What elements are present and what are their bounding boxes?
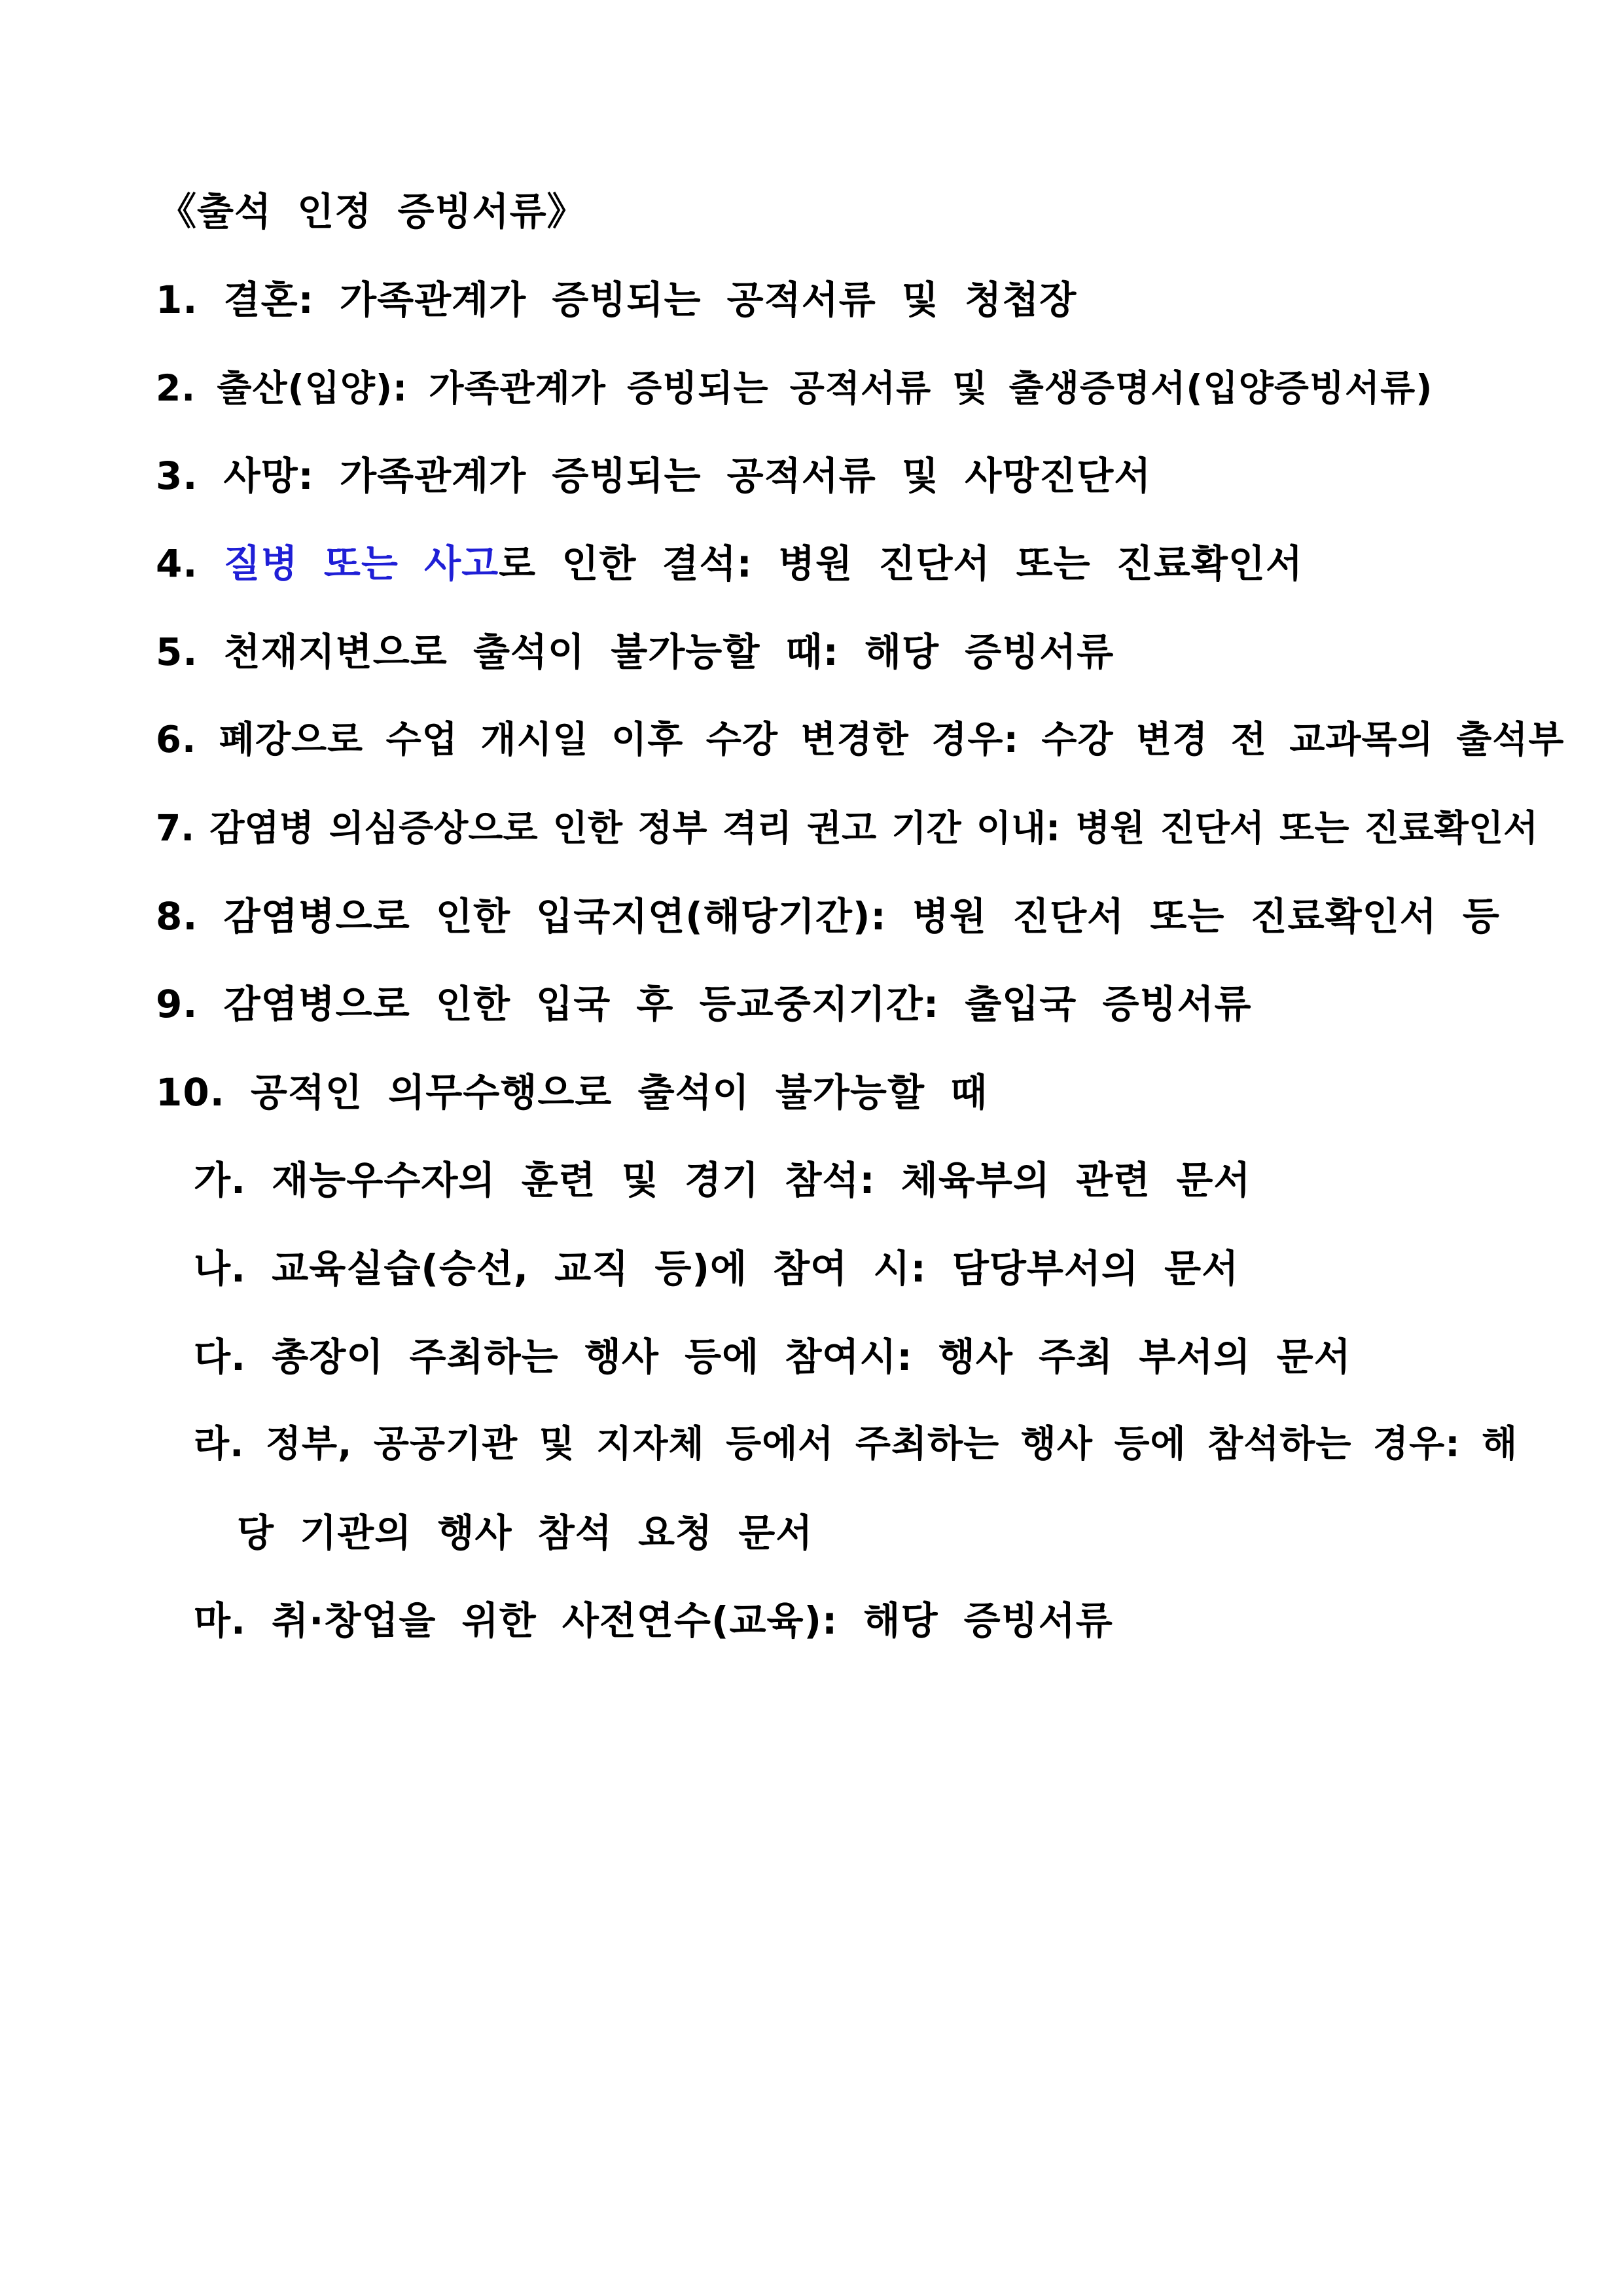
item-number: 3.	[156, 454, 198, 498]
sub-item-number: 나.	[194, 1246, 247, 1291]
list-item-9	[156, 981, 1252, 1027]
sub-item-da	[194, 1334, 1351, 1380]
item-text: 로 인한 결석: 병원 진단서 또는 진료확인서	[499, 541, 1303, 586]
item-number: 4.	[156, 541, 198, 586]
item-text: 출산(입양): 가족관계가 증빙되는 공적서류 및 출생증명서(입양증빙서류)	[217, 367, 1433, 409]
item-number: 7.	[156, 807, 195, 849]
sub-item-number: 다.	[194, 1335, 247, 1379]
item-text: 감염병으로 인한 입국 후 등교중지기간: 출입국 증빙서류	[223, 982, 1252, 1026]
item-number: 9.	[156, 982, 198, 1026]
list-item-1	[156, 277, 1077, 323]
item-text: 감염병 의심증상으로 인한 정부 격리 권고 기간 이내: 병원 진단서 또는 진료확인서	[209, 807, 1539, 849]
sub-item-text: 총장이 주최하는 행사 등에 참여시: 행사 주최 부서의 문서	[272, 1335, 1351, 1379]
list-item-8	[156, 893, 1500, 939]
sub-item-text: 교육실습(승선, 교직 등)에 참여 시: 담당부서의 문서	[272, 1246, 1240, 1291]
item-text: 감염병으로 인한 입국지연(해당기간): 병원 진단서 또는 진료확인서 등	[223, 894, 1500, 939]
item-number: 6.	[156, 719, 197, 761]
sub-item-text: 재능우수자의 훈련 및 경기 참석: 체육부의 관련 문서	[272, 1158, 1251, 1202]
sub-item-na	[194, 1246, 1239, 1291]
item-text: 폐강으로 수업 개시일 이후 수강 변경한 경우: 수강 변경 전 교과목의 출석부	[219, 719, 1565, 761]
sub-item-number: 가.	[194, 1158, 247, 1202]
highlighted-text: 질병 또는 사고	[223, 541, 499, 586]
item-text: 천재지변으로 출석이 불가능할 때: 해당 증빙서류	[223, 630, 1115, 674]
sub-item-number: 마.	[194, 1598, 247, 1643]
sub-item-text: 취·창업을 위한 사전연수(교육): 해당 증빙서류	[272, 1598, 1113, 1643]
sub-item-ra	[194, 1422, 1518, 1467]
item-text: 공적인 의무수행으로 출석이 불가능할 때	[250, 1070, 988, 1115]
sub-item-text: 당 기관의 행사 참석 요청 문서	[237, 1511, 813, 1555]
item-number: 2.	[156, 367, 196, 409]
item-number: 8.	[156, 894, 198, 939]
sub-item-ra-continuation	[237, 1510, 813, 1556]
list-item-5	[156, 629, 1114, 675]
list-item-3	[156, 453, 1151, 499]
item-number: 10.	[156, 1070, 225, 1115]
list-item-7	[156, 805, 1538, 851]
list-item-6	[156, 717, 1564, 763]
sub-item-text: 정부, 공공기관 및 지자체 등에서 주최하는 행사 등에 참석하는 경우: 해	[265, 1423, 1518, 1465]
item-number: 5.	[156, 630, 198, 674]
list-item-10	[156, 1069, 988, 1115]
sub-item-ga	[194, 1157, 1251, 1203]
document-title: 《출석 인정 증빙서류》	[158, 189, 586, 234]
item-text: 결혼: 가족관계가 증빙되는 공적서류 및 청첩장	[223, 278, 1077, 322]
item-number: 1.	[156, 278, 198, 322]
item-text: 사망: 가족관계가 증빙되는 공적서류 및 사망진단서	[223, 454, 1152, 498]
sub-item-number: 라.	[194, 1423, 245, 1465]
list-item-2	[156, 365, 1433, 411]
sub-item-ma	[194, 1598, 1113, 1643]
list-item-4	[156, 541, 1303, 586]
